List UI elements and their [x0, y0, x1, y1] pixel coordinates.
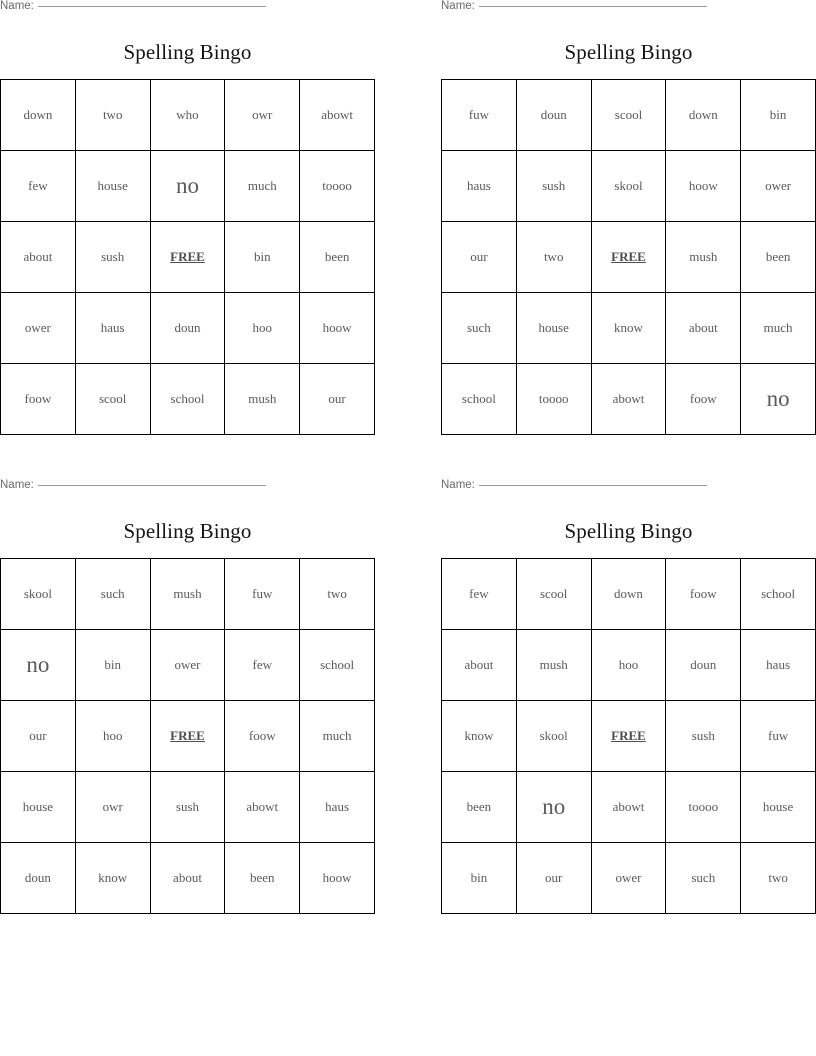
- bingo-cell[interactable]: owr: [75, 772, 150, 843]
- bingo-cell[interactable]: ower: [591, 843, 666, 914]
- bingo-cell[interactable]: know: [75, 843, 150, 914]
- bingo-free-cell[interactable]: FREE: [150, 222, 225, 293]
- bingo-grid: [441, 558, 816, 914]
- bingo-grid: [441, 79, 816, 435]
- bingo-cell[interactable]: down: [591, 559, 666, 630]
- name-label: Name:: [441, 479, 475, 491]
- bingo-cell[interactable]: ower: [150, 630, 225, 701]
- bingo-cell[interactable]: who: [150, 80, 225, 151]
- bingo-free-cell[interactable]: FREE: [591, 222, 666, 293]
- page-title: Spelling Bingo: [564, 519, 693, 543]
- name-label: Name:: [441, 0, 475, 12]
- bingo-cell[interactable]: haus: [300, 772, 375, 843]
- bingo-cell[interactable]: bin: [225, 222, 300, 293]
- name-line: [0, 0, 375, 20]
- bingo-cell[interactable]: no: [741, 364, 816, 435]
- name-line: [441, 0, 816, 20]
- bingo-cell[interactable]: hoo: [225, 293, 300, 364]
- bingo-cell[interactable]: doun: [150, 293, 225, 364]
- bingo-cell[interactable]: about: [666, 293, 741, 364]
- bingo-cell[interactable]: hoo: [75, 701, 150, 772]
- bingo-cell[interactable]: our: [442, 222, 517, 293]
- bingo-cell[interactable]: much: [225, 151, 300, 222]
- bingo-cell[interactable]: been: [442, 772, 517, 843]
- bingo-cell[interactable]: know: [442, 701, 517, 772]
- bingo-cell[interactable]: two: [75, 80, 150, 151]
- bingo-row: [442, 293, 816, 364]
- bingo-cell[interactable]: bin: [442, 843, 517, 914]
- bingo-cell[interactable]: toooo: [300, 151, 375, 222]
- bingo-cell[interactable]: our: [516, 843, 591, 914]
- bingo-cell[interactable]: hoo: [591, 630, 666, 701]
- name-write-in-rule[interactable]: [38, 6, 266, 7]
- bingo-row: [1, 293, 375, 364]
- bingo-cell[interactable]: mush: [516, 630, 591, 701]
- bingo-cell[interactable]: scool: [75, 364, 150, 435]
- bingo-cell[interactable]: foow: [666, 559, 741, 630]
- bingo-row: [442, 772, 816, 843]
- name-line: [441, 479, 816, 499]
- bingo-cell[interactable]: been: [741, 222, 816, 293]
- name-label: Name:: [0, 479, 34, 491]
- bingo-cell[interactable]: school: [741, 559, 816, 630]
- bingo-cell[interactable]: about: [1, 222, 76, 293]
- bingo-row: [1, 630, 375, 701]
- bingo-cell[interactable]: bin: [75, 630, 150, 701]
- page-title: Spelling Bingo: [564, 40, 693, 64]
- bingo-cell[interactable]: abowt: [591, 364, 666, 435]
- bingo-card-top-left: [0, 0, 375, 435]
- bingo-cell[interactable]: ower: [1, 293, 76, 364]
- bingo-cell[interactable]: house: [741, 772, 816, 843]
- bingo-row: [1, 559, 375, 630]
- bingo-cell[interactable]: sush: [75, 222, 150, 293]
- name-label: Name:: [0, 0, 34, 12]
- bingo-cell[interactable]: hoow: [300, 293, 375, 364]
- bingo-row: [442, 151, 816, 222]
- bingo-cell[interactable]: fuw: [741, 701, 816, 772]
- bingo-cell[interactable]: school: [150, 364, 225, 435]
- bingo-card-top-right: [441, 0, 816, 435]
- bingo-cell[interactable]: abowt: [591, 772, 666, 843]
- bingo-grid: [0, 558, 375, 914]
- bingo-cell[interactable]: been: [300, 222, 375, 293]
- bingo-row: [442, 559, 816, 630]
- bingo-cell[interactable]: about: [150, 843, 225, 914]
- bingo-cell[interactable]: abowt: [300, 80, 375, 151]
- bingo-grid: [0, 79, 375, 435]
- bingo-cell[interactable]: fuw: [225, 559, 300, 630]
- bingo-cell[interactable]: such: [666, 843, 741, 914]
- bingo-cell[interactable]: school: [300, 630, 375, 701]
- bingo-cell[interactable]: about: [442, 630, 517, 701]
- bingo-cell[interactable]: hoow: [300, 843, 375, 914]
- bingo-row: [442, 364, 816, 435]
- name-write-in-rule[interactable]: [479, 485, 707, 486]
- bingo-cell[interactable]: toooo: [516, 364, 591, 435]
- bingo-cell[interactable]: doun: [666, 630, 741, 701]
- bingo-cell[interactable]: bin: [741, 80, 816, 151]
- bingo-cell[interactable]: such: [442, 293, 517, 364]
- bingo-cell[interactable]: foow: [666, 364, 741, 435]
- bingo-cell[interactable]: been: [225, 843, 300, 914]
- bingo-cell[interactable]: few: [442, 559, 517, 630]
- page-title: Spelling Bingo: [123, 519, 252, 543]
- bingo-card-bottom-right: [441, 479, 816, 914]
- bingo-cell[interactable]: skool: [516, 701, 591, 772]
- page-title: Spelling Bingo: [123, 40, 252, 64]
- bingo-cell[interactable]: two: [741, 843, 816, 914]
- bingo-row: [1, 364, 375, 435]
- bingo-cell[interactable]: no: [1, 630, 76, 701]
- bingo-cell[interactable]: sush: [516, 151, 591, 222]
- name-line: [0, 479, 375, 499]
- bingo-cell[interactable]: house: [1, 772, 76, 843]
- bingo-cell[interactable]: mush: [666, 222, 741, 293]
- bingo-cell[interactable]: sush: [666, 701, 741, 772]
- bingo-cell[interactable]: such: [75, 559, 150, 630]
- bingo-cell[interactable]: doun: [1, 843, 76, 914]
- bingo-row: [1, 772, 375, 843]
- bingo-row: [442, 630, 816, 701]
- bingo-row: [1, 701, 375, 772]
- bingo-cell[interactable]: mush: [225, 364, 300, 435]
- bingo-cell[interactable]: doun: [516, 80, 591, 151]
- bingo-cell[interactable]: few: [225, 630, 300, 701]
- bingo-row: [1, 843, 375, 914]
- name-write-in-rule[interactable]: [479, 6, 707, 7]
- bingo-cell[interactable]: school: [442, 364, 517, 435]
- bingo-cell[interactable]: down: [1, 80, 76, 151]
- bingo-cell[interactable]: abowt: [225, 772, 300, 843]
- bingo-cell[interactable]: skool: [1, 559, 76, 630]
- bingo-cell[interactable]: no: [516, 772, 591, 843]
- bingo-cell[interactable]: haus: [75, 293, 150, 364]
- bingo-free-cell[interactable]: FREE: [591, 701, 666, 772]
- bingo-cell[interactable]: our: [1, 701, 76, 772]
- bingo-cell[interactable]: foow: [1, 364, 76, 435]
- bingo-cell[interactable]: hoow: [666, 151, 741, 222]
- bingo-cell[interactable]: skool: [591, 151, 666, 222]
- bingo-cell[interactable]: much: [741, 293, 816, 364]
- bingo-cell[interactable]: house: [75, 151, 150, 222]
- bingo-cell[interactable]: scool: [591, 80, 666, 151]
- bingo-cell[interactable]: haus: [442, 151, 517, 222]
- bingo-row: [442, 222, 816, 293]
- bingo-cell[interactable]: haus: [741, 630, 816, 701]
- bingo-card-bottom-left: [0, 479, 375, 914]
- bingo-cell[interactable]: two: [300, 559, 375, 630]
- bingo-row: [1, 80, 375, 151]
- bingo-row: [442, 80, 816, 151]
- bingo-cell[interactable]: fuw: [442, 80, 517, 151]
- bingo-cell[interactable]: much: [300, 701, 375, 772]
- bingo-cell[interactable]: know: [591, 293, 666, 364]
- bingo-cell[interactable]: down: [666, 80, 741, 151]
- bingo-row: [442, 701, 816, 772]
- bingo-cell[interactable]: foow: [225, 701, 300, 772]
- bingo-row: [1, 222, 375, 293]
- bingo-cell[interactable]: owr: [225, 80, 300, 151]
- bingo-cell[interactable]: toooo: [666, 772, 741, 843]
- bingo-cell[interactable]: mush: [150, 559, 225, 630]
- bingo-cell[interactable]: few: [1, 151, 76, 222]
- name-write-in-rule[interactable]: [38, 485, 266, 486]
- bingo-row: [1, 151, 375, 222]
- bingo-cell[interactable]: ower: [741, 151, 816, 222]
- bingo-cell[interactable]: house: [516, 293, 591, 364]
- bingo-cell[interactable]: two: [516, 222, 591, 293]
- bingo-cell[interactable]: sush: [150, 772, 225, 843]
- bingo-free-cell[interactable]: FREE: [150, 701, 225, 772]
- bingo-cell[interactable]: our: [300, 364, 375, 435]
- bingo-cell[interactable]: no: [150, 151, 225, 222]
- bingo-cell[interactable]: scool: [516, 559, 591, 630]
- bingo-row: [442, 843, 816, 914]
